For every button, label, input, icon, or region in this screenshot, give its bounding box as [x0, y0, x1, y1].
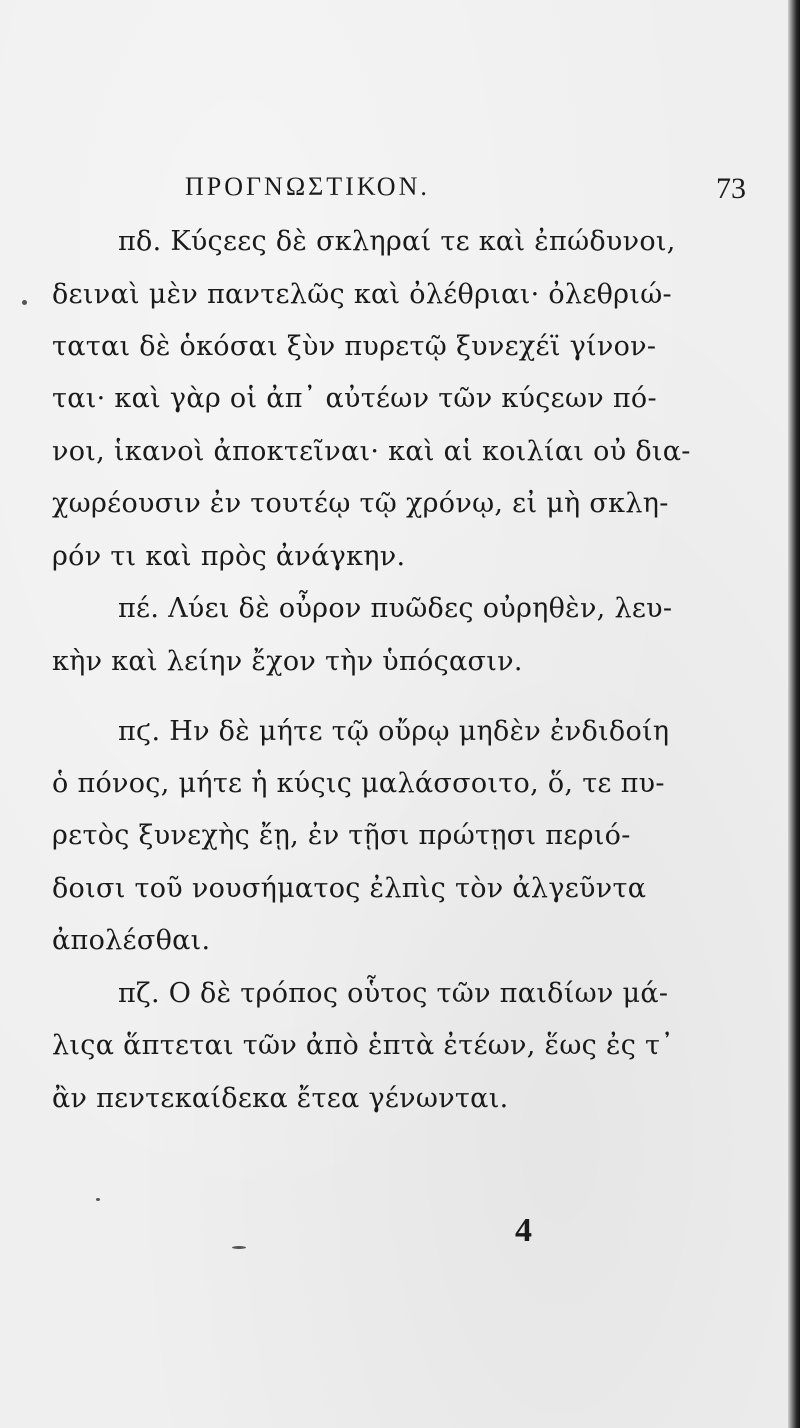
text-line: πϛ. Ην δὲ μήτε τῷ οὔρῳ μηδὲν ἐνδιδοίη: [118, 716, 670, 747]
text-line: χωρέουσιν ἐν τουτέῳ τῷ χρόνῳ, εἰ μὴ σκλη-: [52, 488, 669, 519]
text-line: ἀπολέσθαι.: [52, 925, 211, 956]
signature-mark: 4: [515, 1212, 532, 1249]
text-line: πζ. Ο δὲ τρόπος οὗτος τῶν παιδίων μά-: [118, 978, 669, 1009]
text-line: ταται δὲ ὁκόσαι ξὺν πυρετῷ ξυνεχέϊ γίνον-: [52, 331, 657, 362]
page-number: 73: [716, 172, 746, 205]
text-line: ρόν τι καὶ πρὸς ἀνάγκην.: [52, 541, 406, 572]
text-line: κὴν καὶ λείην ἔχον τὴν ὑπόςασιν.: [52, 646, 523, 677]
text-line: ἂν πεντεκαίδεκα ἔτεα γένωνται.: [52, 1083, 509, 1114]
text-line: νοι, ἱκανοὶ ἀποκτεῖναι· καὶ αἱ κοιλίαι οὐ δια-: [52, 436, 691, 467]
text-line: ὁ πόνος, μήτε ἡ κύςις μαλάσσοιτο, ὅ, τε πυ-: [52, 768, 665, 799]
text-line: ται· καὶ γὰρ οἱ ἀπ᾽ αὐτέων τῶν κύςεων πό-: [52, 383, 657, 414]
paper-speck: [232, 1246, 246, 1249]
running-title: ΠΡΟΓΝΩΣΤΙΚΟΝ.: [185, 172, 430, 201]
text-line: λιςα ἅπτεται τῶν ἀπὸ ἑπτὰ ἐτέων, ἕως ἐς τ᾽: [52, 1030, 675, 1061]
page-edge-shadow: [788, 0, 800, 1428]
text-line: ρετὸς ξυνεχὴς ἔῃ, ἐν τῇσι πρώτῃσι περιό-: [52, 820, 631, 851]
text-line: πέ. Λύει δὲ οὖρον πυῶδες οὐρηθὲν, λευ-: [118, 593, 673, 624]
text-line: δοισι τοῦ νουσήματος ἐλπὶς τὸν ἀλγεῦντα: [52, 873, 647, 904]
paper-speck: [22, 300, 27, 305]
text-line: πδ. Κύςεες δὲ σκληραί τε καὶ ἐπώδυνοι,: [118, 226, 676, 257]
text-line: δειναὶ μὲν παντελῶς καὶ ὀλέθριαι· ὀλεθριώ-: [52, 279, 672, 310]
paper-speck: [96, 1198, 100, 1201]
